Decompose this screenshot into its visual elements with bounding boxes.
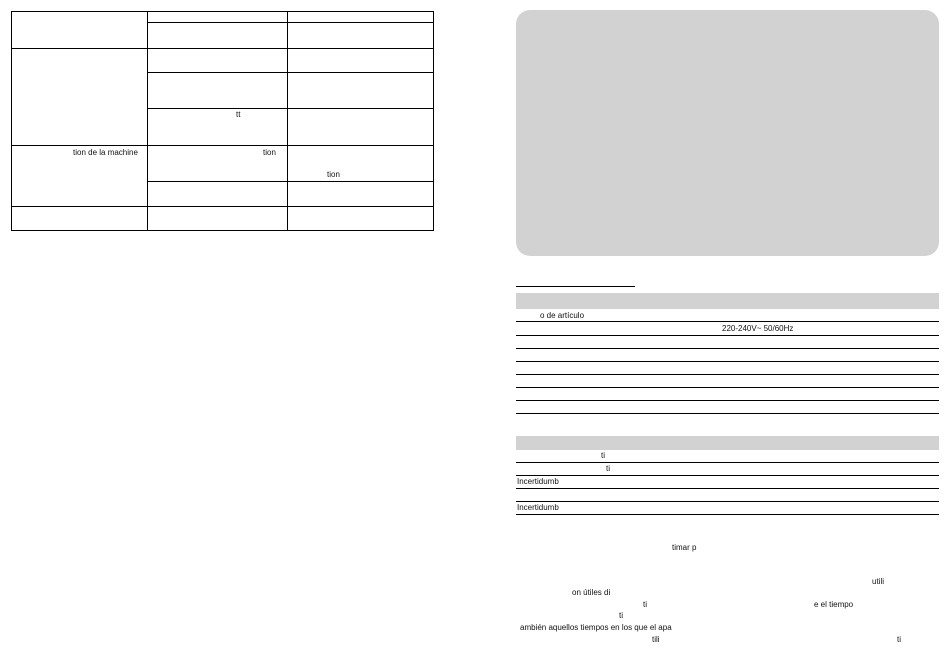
- table-border-top: [11, 11, 434, 12]
- article-row-label: o de artículo: [540, 311, 585, 320]
- section-heading-underline: [516, 286, 635, 287]
- spec-row-divider: [516, 400, 939, 401]
- uncertainty-fragment: ti: [601, 451, 605, 460]
- paragraph-fragment: tili: [652, 635, 660, 644]
- spec-row-divider: [516, 348, 939, 349]
- uncertainty-row-divider: [516, 488, 939, 489]
- uncertainty-table-header: [516, 436, 939, 450]
- column-divider-2: [287, 11, 288, 231]
- uncertainty-label: Incertidumb: [517, 503, 559, 512]
- uncertainty-row-divider: [516, 514, 939, 515]
- spec-row-divider: [516, 374, 939, 375]
- uncertainty-row-divider: [516, 462, 939, 463]
- spec-row-divider: [516, 387, 939, 388]
- paragraph-fragment: ambién aquellos tiempos en los que el apa: [520, 623, 672, 632]
- row-divider: [11, 206, 434, 207]
- table-border-left: [11, 11, 12, 231]
- table-border-bottom: [11, 230, 434, 231]
- spec-row-divider: [516, 361, 939, 362]
- row-divider: [11, 145, 434, 146]
- uncertainty-row-divider: [516, 501, 939, 502]
- machine-row-label: tion de la machine: [73, 148, 138, 157]
- spec-table-header: [516, 293, 939, 309]
- sub-row-divider: [147, 72, 434, 73]
- paragraph-fragment: on útiles di: [572, 588, 611, 597]
- paragraph-fragment: utili: [872, 577, 885, 586]
- sub-row-divider: [147, 22, 434, 23]
- spec-row-divider: [516, 413, 939, 414]
- paragraph-fragment: e el tiempo: [814, 600, 854, 609]
- paragraph-fragment: ti: [643, 600, 647, 609]
- spec-row-divider: [516, 321, 939, 322]
- voltage-value: 220-240V~ 50/60Hz: [722, 324, 794, 333]
- uncertainty-fragment: ti: [606, 464, 610, 473]
- sub-row-divider: [147, 108, 434, 109]
- uncertainty-row-divider: [516, 475, 939, 476]
- uncertainty-label: Incertidumb: [517, 477, 559, 486]
- sub-row-divider: [147, 181, 434, 182]
- machine-info-table: [11, 11, 434, 231]
- paragraph-fragment: ti: [619, 611, 623, 620]
- column-divider-1: [147, 11, 148, 231]
- cell-fragment: tion: [327, 170, 340, 179]
- spec-row-divider: [516, 335, 939, 336]
- cell-fragment: tt: [236, 110, 241, 119]
- table-border-right: [433, 11, 434, 231]
- row-divider: [11, 48, 434, 49]
- paragraph-fragment: ti: [897, 635, 901, 644]
- illustration-placeholder: [516, 10, 939, 256]
- cell-fragment: tion: [263, 148, 276, 157]
- paragraph-fragment: timar p: [672, 543, 697, 552]
